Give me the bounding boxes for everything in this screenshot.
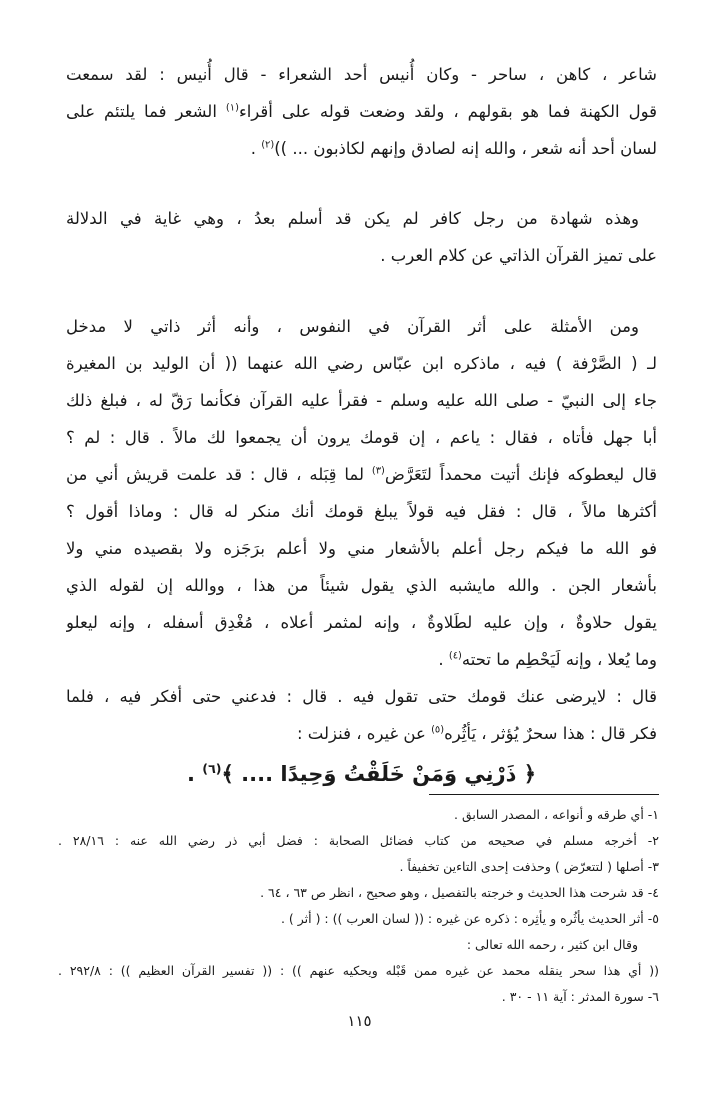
text-line: قال ليعطوكه فإنك أتيت محمداً لتَعَرَّض$^{(٣)}$ لما قِبَله ، قال : قد علمت قريش أني من bbox=[66, 465, 657, 484]
paragraph-4 bbox=[66, 678, 657, 752]
text-line: جاء إلى النبيّ - صلى الله عليه وسلم - فقرأ عليه القرآن فكأنما رَقّ له ، فبلغ ذلك bbox=[66, 391, 657, 410]
text-line: فكر قال : هذا سحرٌ يُؤثر ، يَأثُِره$^{(٥)}$ عن غيره ، فنزلت : bbox=[296, 724, 657, 743]
footnote-line-3: ٣- أصلها ( لتتعرّض ) وحذفت إحدى التاءين تخفيفاً . bbox=[399, 859, 659, 874]
footnotes-section bbox=[58, 794, 659, 1010]
text-line: ومن الأمثلة على أثر القرآن في النفوس ، وأنه أثر ذاتي لا مدخل bbox=[66, 317, 639, 336]
quran-verse: ﴿ ذَرْنِي وَمَنْ خَلَقْتُ وَحِيدًا .... ﴾$^{(٦)}$ . bbox=[187, 761, 536, 786]
footnote-separator bbox=[429, 794, 659, 795]
text-line: قول الكهنة فما هو بقولهم ، ولقد وضعت قوله على أقراء$^{(١)}$ الشعر فما يلتئم على bbox=[66, 102, 657, 121]
text-line: وهذه شهادة من رجل كافر لم يكن قد أسلم بعدُ ، وهي غاية في الدلالة bbox=[66, 209, 639, 228]
page-number: ١١٥ bbox=[347, 1012, 372, 1030]
text-line: على تميز القرآن الذاتي عن كلام العرب . bbox=[380, 246, 657, 265]
text-line: أكثرها مالاً ، قال : فقل فيه قولاً يبلغ قومك أنك منكر له قال : وماذا أقول ؟ bbox=[66, 502, 657, 521]
footnote-line-5: ٥- أثر الحديث يأثُره و يأثِره : ذكره عن غيره : (( لسان العرب )) : ( أثر ) . bbox=[280, 911, 659, 926]
footnote-line-5-continuation: وقال ابن كثير ، رحمه الله تعالى : bbox=[466, 937, 638, 952]
text-line: يقول حلاوةٌ ، وإن عليه لطَلاوةٌ ، وإنه لمثمر أعلاه ، مُغْدِق أسفله ، وإنه ليعلو bbox=[66, 613, 657, 632]
text-line: لسان أحد أنه شعر ، والله إنه لصادق وإنهم لكاذبون ... ))$^{(٢)}$ . bbox=[250, 139, 657, 158]
text-line: أبا جهل فأتاه ، فقال : ياعم ، إن قومك يرون أن يجمعوا لك مالاً . قال : لم ؟ bbox=[66, 428, 657, 447]
text-line: لـ ( الصَّرْفة ) فيه ، ماذكره ابن عبّاس رضي الله عنهما (( أن الوليد بن المغيرة bbox=[66, 354, 657, 373]
paragraph-3 bbox=[66, 308, 657, 678]
paragraph-1 bbox=[66, 56, 657, 167]
text-line: شاعر ، كاهن ، ساحر - وكان أُنيس أحد الشعراء - قال أُنيس : لقد سمعت bbox=[66, 65, 657, 84]
footnote-line-1: ١- أي طرقه و أنواعه ، المصدر السابق . bbox=[454, 807, 659, 822]
footnote-line-2: ٢- أخرجه مسلم في صحيحه من كتاب فضائل الصحابة : فضل أبي ذر رضي الله عنه : ٢٨/١٦ . bbox=[58, 833, 659, 848]
footnote-line-5-quote: (( أي هذا سحر ينقله محمد عن غيره ممن قَبْله ويحكيه عنهم )) : (( تفسير القرآن العظيم )) : ٢٩٢/٨ . bbox=[58, 963, 659, 978]
text-line: بأشعار الجن . والله مايشبه الذي يقول شيئاً من هذا ، ووالله إن لقوله الذي bbox=[66, 576, 657, 595]
footnote-line-4: ٤- قد شرحت هذا الحديث و خرجته بالتفصيل ، وهو صحيح ، انظر ص ٦٣ ، ٦٤ . bbox=[260, 885, 659, 900]
text-line: قال : لايرضى عنك قومك حتى تقول فيه . قال : فدعني حتى أفكر فيه ، فلما bbox=[66, 687, 657, 706]
text-line: وما يُعلا ، وإنه لَيَحْطِم ما تحته$^{(٤)}$ . bbox=[438, 650, 657, 669]
paragraph-2 bbox=[66, 200, 657, 274]
main-text bbox=[66, 56, 657, 796]
text-line: فو الله ما فيكم رجل أعلم بالأشعار مني ولا أعلم برَجَزه ولا بقصيده مني ولا bbox=[66, 539, 657, 558]
footnote-line-6: ٦- سورة المدثر : آية ١١ - ٣٠ . bbox=[501, 989, 659, 1004]
